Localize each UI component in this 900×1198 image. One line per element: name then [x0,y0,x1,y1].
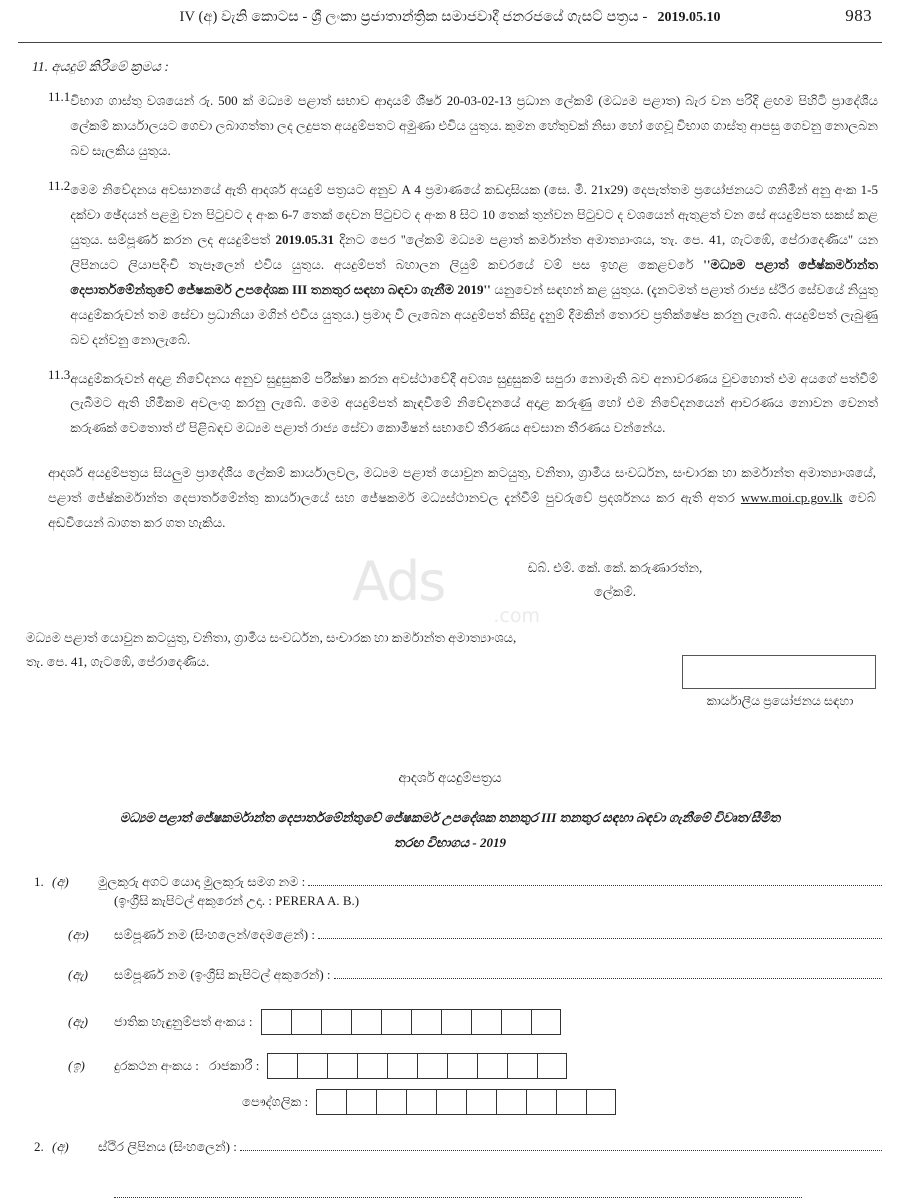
clause-text [70,367,878,442]
form-row-full-name-sinhala [18,927,882,943]
comb-cell[interactable] [381,1009,411,1035]
clause-number: 11.2 [48,177,71,193]
form-input-full-name-english[interactable] [334,964,882,979]
comb-cell[interactable] [387,1053,417,1079]
clause-text-emphasis: 2019.05.31 [275,231,334,247]
application-form [18,874,882,1198]
form-row-name-initials [18,874,882,890]
comb-cell[interactable] [537,1053,567,1079]
form-row-permanent-address [18,1139,882,1155]
form-sub-letter: (ආ) [68,926,89,942]
watermark-main-text: Ads [352,550,445,613]
form-label-nic: ජාතික හැඳුනුම්පත් අංකය : [114,1013,253,1029]
comb-cell[interactable] [351,1009,381,1035]
exam-title [18,806,882,855]
signatory-name: ඩබ්. එම්. කේ. කේ. කරුණාරත්න, [527,560,703,576]
comb-cell[interactable] [586,1089,616,1115]
comb-cell[interactable] [417,1053,447,1079]
comb-cell[interactable] [411,1009,441,1035]
form-input-full-name-sinhala[interactable] [318,924,882,939]
comb-cell[interactable] [531,1009,561,1035]
form-sub-letter: (අ) [52,1138,69,1154]
form-row-full-name-english [18,967,882,983]
clause-text-run: යනුවෙන් සඳහන් කළ යුතුය. (දැනටමත් පළාත් රාජ්‍ය ස්ථීර සේවයේ නියුතු අයදුම්කරුවන් තම සේවා ප්‍රධානියා මගින් එවිය යුතුය.) ප්‍රමාද වී ලැබෙන අයදුම්පත් කිසිදු දැනුම් දීමකින් තොරව ප්‍රතික්ෂේප කරනු ලැබේ. අයදුම්පත් ලැබුණු බව දන්වනු නොලැබේ. [70,281,878,347]
clause-text-run: අයදුම්කරුවන් අදාළ නිවේදනය අනුව සුදුසුකම් පරීක්ෂා කරන අවස්ථාවේදී අවශ්‍ය සුදුසුකම් සපුරා නොමැති බව අනාවරණය වුවහොත් එම අයගේ පත්වීම් ලැබීමට ඇති හිමිකම අවලංගු කරනු ලැබේ. මෙම අයදුම්පත් කැඳවීමේ නිවේදනයේ අදාළ කරුණු හෝ එම නිවේදනයෙන් ආවරණය නොවන වෙනත් කරුණක් වෙතොත් ඒ පිළිබඳව මධ්‍යම පළාත් රාජ්‍ය සේවා කොමිෂන් සභාවේ තීරණය අවසාන තීරණය වන්නේය. [70,370,878,436]
comb-cell[interactable] [346,1089,376,1115]
comb-cell[interactable] [376,1089,406,1115]
form-label-permanent-address: ස්ථිර ලිපිනය (සිංහලෙන්) : [98,1138,237,1154]
clause-11-1 [18,89,882,164]
form-sub-letter: (අ) [52,873,69,889]
comb-cell[interactable] [316,1089,346,1115]
signatory-designation: ලේකම්. [594,584,636,600]
form-sub-letter: (ඇ) [68,966,88,982]
form-row-nic [18,1009,882,1035]
office-use-section [682,655,878,709]
section-heading: 11. අයදුම් කිරීමේ ක්‍රමය : [32,59,169,74]
comb-cell[interactable] [507,1053,537,1079]
comb-cell[interactable] [321,1009,351,1035]
comb-cell[interactable] [267,1053,297,1079]
clause-text-run: දිනට පෙර ''ලේකම් මධ්‍යම පළාත් කර්මාන්ත අමාත්‍යාංශය, තැ. පෙ. 41, ගැටඹේ, පේරාදෙණිය'' යන ලිපිනයට ලියාපදිංචි තැපෑලෙන් එවිය යුතුය. අයදුම්පත් බහාලන ලියුම් කවරයේ වම් පස ඉහළ කෙළවරේ [70,231,878,272]
comb-cell[interactable] [297,1053,327,1079]
clause-text [70,89,878,164]
personal-phone-boxes[interactable] [316,1089,616,1115]
clause-text-run: විභාග ගාස්තු වශයෙන් රු. 500 ක් මධ්‍යම පළාත් සභාව ආදායම් ශීර්ෂ 20-03-02-13 ප්‍රධාන ලේකම් (මධ්‍යම පළාත) බැර වන පරිදි ළඟම පිහිටි ප්‍රාදේශීය ලේකම් කාර්යාලයට ගෙවා ලබාගත්තා ලද ලදුපත අයදුම්පතට අමුණා එවිය යුතුය. කුමන හේතුවක් නිසා හෝ ගෙවූ විභාග ගාස්තු ආපසු ගෙවනු නොලබන බව සැලකිය යුතුය. [70,93,878,158]
nic-number-boxes[interactable] [261,1009,561,1035]
comb-cell[interactable] [357,1053,387,1079]
form-label-name-initials: මුලකුරු අගට යොදා මුලකුරු සමග නම : [98,873,306,889]
exam-title-line-1: මධ්‍යම පළාත් ජේෂකර්මාන්ත දෙපාර්තමේන්තුවේ ජේෂකර්ම උපදේශක තනතුර III තනතුර සඳහා බඳවා ගැනීමේ විවෘත/සීමිත [119,810,781,826]
comb-cell[interactable] [436,1089,466,1115]
comb-cell[interactable] [526,1089,556,1115]
comb-cell[interactable] [261,1009,291,1035]
signature-block [18,556,882,604]
page-header [18,0,882,35]
header-divider [18,42,882,43]
clause-11-3 [18,367,882,442]
comb-cell[interactable] [447,1053,477,1079]
office-use-box[interactable] [682,655,876,689]
comb-cell[interactable] [556,1089,586,1115]
availability-paragraph [48,461,882,536]
comb-cell[interactable] [496,1089,526,1115]
clause-number: 11.1 [48,89,71,104]
comb-cell[interactable] [291,1009,321,1035]
form-sub-letter: (ඈ) [68,1013,88,1029]
exam-title-line-2: තරඟ විභාගය - 2019 [394,835,506,851]
gazette-title: IV (අ) වැනි කොටස - ශ්‍රී ලංකා ප්‍රජාතාන්ත්‍රික සමාජවාදී ජනරජයේ ගැසට් පත්‍රය - [179,9,648,25]
office-use-caption: කාර්යාලීය ප්‍රයෝජනය සඳහා [706,694,854,708]
form-label-phone-personal: පෞද්ගලික : [242,1093,309,1109]
specimen-application-title: ආදර්ශ අයදුම්පත්‍රය [398,770,502,786]
address-line-1: මධ්‍යම පළාත් යොවුන කටයුතු, වනිතා, ග්‍රාමීය සංවර්ධන, සංචාරක හා කර්මාන්ත අමාත්‍යාංශය, [26,630,517,646]
comb-cell[interactable] [501,1009,531,1035]
form-input-permanent-address-1[interactable] [240,1136,882,1151]
availability-text-after: වෙබ් අඩවියෙන් බාගත කර ගත හැකිය. [48,490,876,531]
form-row-phone-office [18,1053,882,1079]
comb-cell[interactable] [327,1053,357,1079]
form-input-name-initials[interactable] [308,871,882,886]
form-label-full-name-english: සම්පූර්ණ නම (ඉංග්‍රීසි කැපිටල් අකුරෙන්) : [114,966,331,982]
form-note-english-caps: (ඉංග්‍රීසි කැපිටල් අකුරෙන් උදා. : PERERA A. B.) [114,892,360,908]
comb-cell[interactable] [477,1053,507,1079]
clause-number: 11.3 [48,366,71,382]
page-number: 983 [845,6,872,25]
gazette-date: 2019.05.10 [657,10,721,25]
comb-cell[interactable] [466,1089,496,1115]
clause-text-run: මෙම නිවේදනය අවසානයේ ඇති ආදර්ශ අයදුම් පත්‍රයට අනුව A 4 ප්‍රමාණයේ කඩදාසියක (සෙ. මී. 21x29) දෙපැත්තම ප්‍රයෝජනයට ගනිමින් අනු අංක 1-5 දක්වා ඡේදයන් පළමු වන පිටුවට ද අංක 6-7 තෙක් දෙවන පිටුවට ද අංක 8 සිට 10 තෙක් තුන්වන පිටුවට ද වශයෙන් ඇතුළත් වන සේ අයදුම්පත සකස් කළ යුතුය. සම්පූර්ණ කරන ලද අයදුම්පත් [70,181,878,247]
clause-text-emphasis: ''මධ්‍යම පළාත් ජේෂ්කර්මාන්ත දෙපාර්තමේන්තුවේ ජේෂකර්ම උපදේශක III තනතුර සඳහා බඳවා ගැනීම 2019'' [70,256,879,297]
comb-cell[interactable] [406,1089,436,1115]
moi-website-link[interactable]: www.moi.cp.gov.lk [740,490,843,506]
watermark-sub-text: .com [493,605,540,627]
form-item-number-2: 2. [34,1138,44,1154]
form-label-full-name-sinhala: සම්පූර්ණ නම (සිංහලෙන්/දෙමළෙන්) : [114,926,315,942]
office-phone-boxes[interactable] [267,1053,567,1079]
comb-cell[interactable] [441,1009,471,1035]
form-label-phone: දුරකථන අංකය : [114,1057,199,1073]
form-item-number-1: 1. [34,873,44,889]
form-label-phone-office: රාජකාරී : [208,1057,260,1073]
form-row-phone-personal [18,1089,882,1115]
availability-text-before: ආදර්ශ අයදුම්පත්‍රය සියලුම ප්‍රාදේශීය ලේකම් කාර්යාලවල, මධ්‍යම පළාත් යොවුන කටයුතු, වනිතා, ග්‍රාමීය සංවර්ධන, සංචාරක හා කර්මාන්ත අමාත්‍යාංශයේ, පළාත් ජේෂ්කර්මාන්ත දෙපාර්තමේන්තු කාර්යාලයේ සහ ජේෂකර්ම මධ්‍යස්ථානවල දැන්වීම් පුවරුවේ ප්‍රදර්ශනය කර ඇති අතර [48,465,876,506]
comb-cell[interactable] [471,1009,501,1035]
form-input-permanent-address-2[interactable] [114,1183,802,1198]
clause-text [70,178,878,353]
clause-11-2 [18,178,882,353]
address-line-2: තැ. පෙ. 41, ගැටඹේ, පේරාදෙණිය. [26,654,210,670]
form-sub-letter: (ඉ) [68,1057,85,1073]
